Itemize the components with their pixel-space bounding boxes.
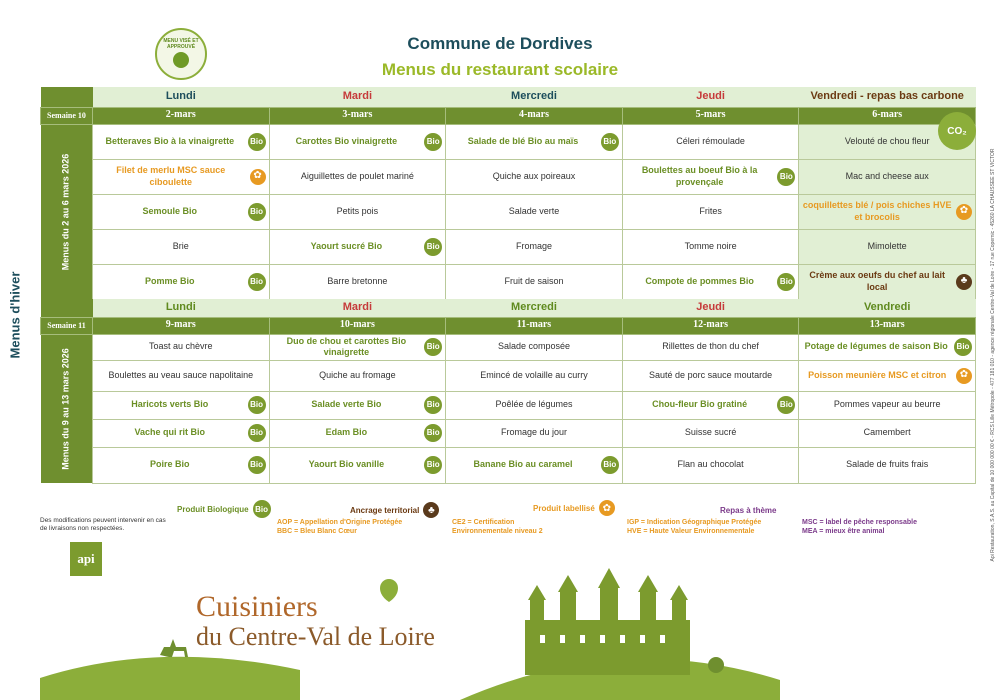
dish-name: Boulettes au boeuf Bio à la provençale <box>641 165 758 187</box>
dish-name: Banane Bio au caramel <box>473 459 573 470</box>
day-thursday: Jeudi <box>622 299 799 317</box>
dish-name: Poire Bio <box>150 459 190 470</box>
menu-cell <box>446 264 623 299</box>
label-icon: ✿ <box>956 204 972 220</box>
date: 11-mars <box>446 317 623 334</box>
dish-name: Crème aux oeufs du chef au lait local <box>809 270 945 292</box>
menu-cell <box>446 159 623 194</box>
label-icon: ✿ <box>250 169 266 185</box>
seal-text: MENU VISÉ ET APPROUVÉ <box>163 38 199 50</box>
hill-left <box>40 657 300 700</box>
legend-bio-label: Produit Biologique <box>177 504 249 514</box>
menu-cell <box>93 159 270 194</box>
day-monday: Lundi <box>93 299 270 317</box>
brand-subtitle: du Centre-Val de Loire <box>196 622 435 651</box>
menu-row <box>41 229 976 264</box>
dish-name: Salade verte <box>508 205 560 216</box>
menu-cell <box>446 419 623 447</box>
menu-cell <box>93 391 270 419</box>
bio-icon: Bio <box>248 396 266 414</box>
menu-cell <box>799 334 976 360</box>
bio-icon: Bio <box>777 396 795 414</box>
menu-row <box>41 419 976 447</box>
menu-cell <box>446 124 623 159</box>
menu-cell <box>799 194 976 229</box>
date: 10-mars <box>269 317 446 334</box>
commune-title: Commune de Dordives <box>407 34 593 53</box>
menu-row <box>41 360 976 391</box>
bio-icon: Bio <box>248 456 266 474</box>
day-monday: Lundi <box>93 87 270 107</box>
menu-cell <box>269 447 446 483</box>
dish-name: Poisson meunière MSC et citron <box>808 369 947 380</box>
menu-row <box>41 391 976 419</box>
dish-name: Céleri rémoulade <box>676 135 745 146</box>
date: 6-mars <box>799 107 976 124</box>
api-logo: api <box>70 542 102 576</box>
menu-cell <box>93 124 270 159</box>
menu-cell <box>446 194 623 229</box>
dish-name: Potage de légumes de saison Bio <box>804 341 948 352</box>
dish-name: Rillettes de thon du chef <box>662 341 759 352</box>
legend-aop-bbc <box>277 518 402 536</box>
dish-name: Poêlée de légumes <box>495 399 573 410</box>
menu-week-11 <box>40 299 976 484</box>
corner <box>41 299 93 317</box>
menu-cell <box>269 229 446 264</box>
menu-cell <box>93 264 270 299</box>
menu-cell <box>93 229 270 264</box>
menu-cell <box>269 159 446 194</box>
menu-row <box>41 124 976 159</box>
date: 12-mars <box>622 317 799 334</box>
dish-name: Quiche au fromage <box>319 369 396 380</box>
legend-ce2 <box>452 518 543 536</box>
menu-cell <box>93 419 270 447</box>
menu-week-10 <box>40 87 976 300</box>
dish-name: Yaourt sucré Bio <box>310 240 383 251</box>
dish-name: Petits pois <box>336 205 379 216</box>
dish-name: Pommes vapeur au beurre <box>833 399 941 410</box>
legal-text: Api Restauration, S.A.S. au Capital de 10 000 000 00 € - RCS Lille Métropole - 477 181 010 - agence régionale Centre-Val de Loire - 17 rue Copernic - 45260 LA CHAUSSEE ST VICTOR <box>990 148 996 562</box>
week-range-label: Menus du 2 au 6 mars 2026 <box>41 124 93 299</box>
disclaimer-note: Des modifications peuvent intervenir en cas de livraisons non respectées. <box>40 517 166 533</box>
bio-icon: Bio <box>248 424 266 442</box>
menu-cell <box>799 391 976 419</box>
dish-name: Duo de chou et carottes Bio vinaigrette <box>286 335 407 357</box>
page-subtitle: Menus du restaurant scolaire <box>381 60 619 79</box>
bio-icon: Bio <box>424 338 442 356</box>
legend-msc-mea <box>802 518 917 536</box>
legend-territorial <box>350 502 439 518</box>
bio-icon: Bio <box>424 396 442 414</box>
dish-name: Haricots verts Bio <box>131 399 209 410</box>
menu-cell <box>622 194 799 229</box>
menu-cell <box>622 264 799 299</box>
bio-icon: Bio <box>253 500 271 518</box>
menu-cell <box>93 360 270 391</box>
menu-cell <box>269 334 446 360</box>
menu-cell <box>269 360 446 391</box>
menu-cell <box>446 391 623 419</box>
week-label: Semaine 11 <box>41 317 93 334</box>
menu-row <box>41 194 976 229</box>
day-wednesday: Mercredi <box>446 299 623 317</box>
menu-cell <box>269 194 446 229</box>
castle-icon <box>525 568 690 675</box>
season-label: Menus d'hiver <box>7 271 23 359</box>
tree-icon <box>708 657 724 673</box>
day-tuesday: Mardi <box>269 299 446 317</box>
menu-cell <box>622 419 799 447</box>
legend-bio <box>177 500 271 518</box>
menu-cell <box>799 159 976 194</box>
dish-name: Mimolette <box>867 240 907 251</box>
menu-cell <box>622 334 799 360</box>
dish-name: Suisse sucré <box>684 427 737 438</box>
menu-cell <box>269 419 446 447</box>
brand-title: Cuisiniers <box>196 590 318 623</box>
week-range-label: Menus du 9 au 13 mars 2026 <box>41 334 93 483</box>
menu-cell <box>622 159 799 194</box>
menu-cell <box>622 391 799 419</box>
dish-name: coquillettes blé / pois chiches HVE et brocolis <box>802 200 952 222</box>
legend-mea: MEA = mieux être animal <box>802 528 885 536</box>
bio-icon: Bio <box>424 238 442 256</box>
bio-icon: Bio <box>777 168 795 186</box>
legend-ce2a: CE2 = Certification <box>452 519 515 526</box>
dish-name: Salade de blé Bio au maïs <box>467 135 579 146</box>
dish-name: Camembert <box>863 427 911 438</box>
legend-igp-hve <box>627 518 761 536</box>
date: 4-mars <box>446 107 623 124</box>
date: 5-mars <box>622 107 799 124</box>
legend-labelled <box>533 500 615 516</box>
dish-name: Tomme noire <box>684 240 737 251</box>
dish-name: Salade composée <box>497 341 571 352</box>
dish-name: Mac and cheese aux <box>845 170 929 181</box>
dish-name: Edam Bio <box>325 427 368 438</box>
bio-icon: Bio <box>424 456 442 474</box>
date: 13-mars <box>799 317 976 334</box>
date: 9-mars <box>93 317 270 334</box>
legend-igp: IGP = Indication Géographique Protégée <box>627 519 762 526</box>
menu-cell <box>269 264 446 299</box>
dish-name: Yaourt Bio vanille <box>308 459 385 470</box>
dish-name: Sauté de porc sauce moutarde <box>649 369 773 380</box>
dish-name: Fromage <box>515 240 552 251</box>
legend-aop: AOP = Appellation d'Origine Protégée <box>277 519 403 526</box>
territorial-icon: ♣ <box>423 502 439 518</box>
date-row <box>41 317 976 334</box>
menu-cell <box>622 229 799 264</box>
day-header-row <box>41 87 976 107</box>
day-wednesday: Mercredi <box>446 87 623 107</box>
dish-name: Brie <box>172 240 189 251</box>
legend-ce2b: Environnementale niveau 2 <box>452 528 543 536</box>
dish-name: Betteraves Bio à la vinaigrette <box>105 135 235 146</box>
bio-icon: Bio <box>777 273 795 291</box>
bio-icon: Bio <box>248 273 266 291</box>
dish-name: Quiche aux poireaux <box>492 170 576 181</box>
menu-cell <box>446 229 623 264</box>
dish-name: Toast au chèvre <box>149 341 213 352</box>
dish-name: Carottes Bio vinaigrette <box>295 135 398 146</box>
menu-cell <box>93 447 270 483</box>
day-header-row <box>41 299 976 317</box>
date-row <box>41 107 976 124</box>
dish-name: Boulettes au veau sauce napolitaine <box>108 369 254 380</box>
menu-row <box>41 447 976 483</box>
bio-icon: Bio <box>248 133 266 151</box>
corner <box>41 87 93 107</box>
dish-name: Chou-fleur Bio gratiné <box>652 399 748 410</box>
dish-name: Vache qui rit Bio <box>134 427 206 438</box>
week-label: Semaine 10 <box>41 107 93 124</box>
menu-cell <box>93 194 270 229</box>
date: 3-mars <box>269 107 446 124</box>
menu-cell <box>799 419 976 447</box>
legend-msc: MSC = label de pêche responsable <box>802 519 917 526</box>
legend-bbc: BBC = Bleu Blanc Cœur <box>277 528 357 536</box>
menu-cell <box>799 264 976 299</box>
menu-cell <box>622 360 799 391</box>
label-icon: ✿ <box>956 368 972 384</box>
menu-cell <box>622 124 799 159</box>
menu-cell <box>799 229 976 264</box>
menu-cell <box>269 391 446 419</box>
dish-name: Velouté de chou fleur <box>844 135 930 146</box>
menu-row <box>41 159 976 194</box>
balloon-icon <box>380 579 398 602</box>
dish-name: Fromage du jour <box>500 427 567 438</box>
day-tuesday: Mardi <box>269 87 446 107</box>
menu-cell <box>622 447 799 483</box>
menu-cell <box>799 447 976 483</box>
bio-icon: Bio <box>601 456 619 474</box>
menu-row <box>41 264 976 299</box>
day-thursday: Jeudi <box>622 87 799 107</box>
dish-name: Fruit de saison <box>504 275 564 286</box>
date: 2-mars <box>93 107 270 124</box>
dish-name: Flan au chocolat <box>677 459 744 470</box>
dish-name: Emincé de volaille au curry <box>480 369 588 380</box>
menu-cell <box>799 360 976 391</box>
bio-icon: Bio <box>424 424 442 442</box>
menu-cell <box>446 334 623 360</box>
dish-name: Salade verte Bio <box>311 399 382 410</box>
legend-terr-label: Ancrage territorial <box>350 505 420 515</box>
low-carbon-icon: CO₂ <box>938 112 976 150</box>
dish-name: Salade de fruits frais <box>846 459 929 470</box>
dish-name: Compote de pommes Bio <box>645 275 754 286</box>
legend-hve: HVE = Haute Valeur Environnementale <box>627 528 755 536</box>
menu-row <box>41 334 976 360</box>
menu-cell <box>446 360 623 391</box>
deer-icon <box>160 639 188 657</box>
bio-icon: Bio <box>954 338 972 356</box>
day-friday: Vendredi - repas bas carbone <box>799 87 976 107</box>
territorial-icon: ♣ <box>956 274 972 290</box>
dish-name: Filet de merlu MSC sauce ciboulette <box>116 165 226 187</box>
dish-name: Pomme Bio <box>145 275 195 286</box>
landscape-illustration <box>0 560 1000 700</box>
legend-lab-label: Produit labellisé <box>533 503 595 513</box>
menu-cell <box>446 447 623 483</box>
bio-icon: Bio <box>601 133 619 151</box>
day-friday: Vendredi <box>799 299 976 317</box>
menu-cell <box>93 334 270 360</box>
bio-icon: Bio <box>248 203 266 221</box>
dish-name: Semoule Bio <box>142 205 198 216</box>
dish-name: Frites <box>699 205 722 216</box>
menu-cell <box>269 124 446 159</box>
dish-name: Aiguillettes de poulet mariné <box>300 170 414 181</box>
bio-icon: Bio <box>424 133 442 151</box>
dish-name: Barre bretonne <box>327 275 388 286</box>
legend-theme: Repas à thème <box>720 506 777 515</box>
label-icon: ✿ <box>599 500 615 516</box>
